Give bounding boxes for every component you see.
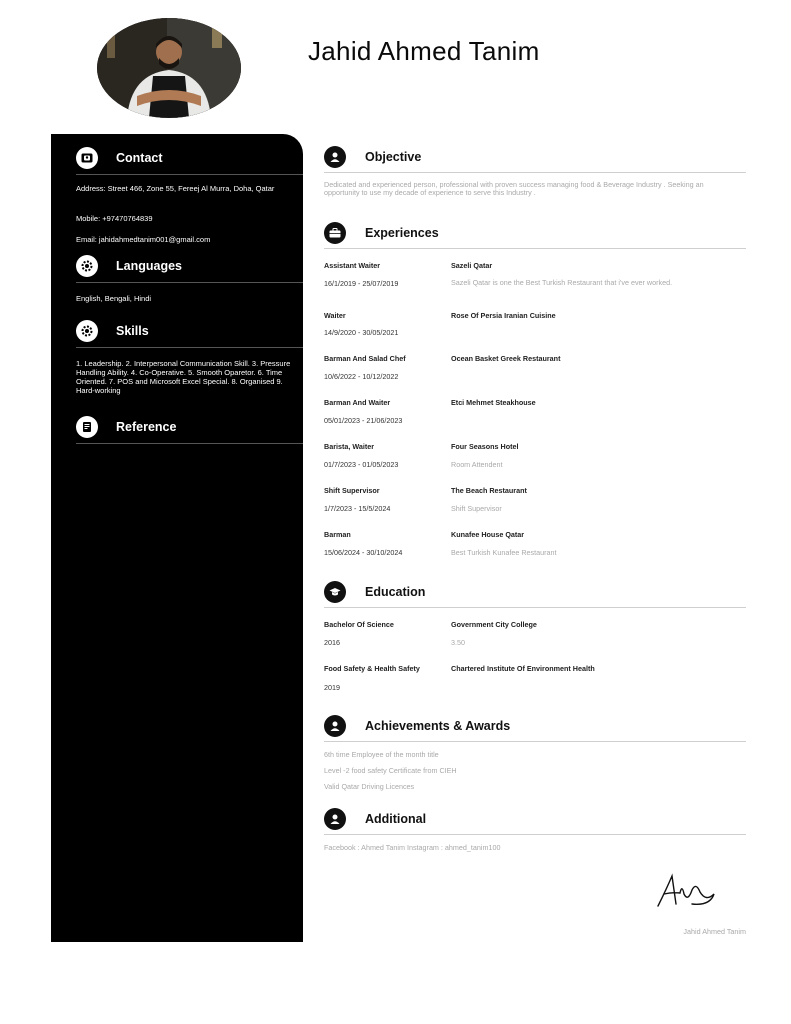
achievements-title: Achievements & Awards (365, 719, 511, 733)
gear-icon (76, 320, 98, 342)
experiences-header (324, 221, 746, 245)
briefcase-icon (324, 222, 346, 244)
experience-company: Ocean Basket Greek Restaurant (451, 354, 561, 363)
gear-icon (76, 255, 98, 277)
experience-company: Kunafee House Qatar (451, 530, 525, 539)
experience-dates: 01/7/2023 - 01/05/2023 (324, 460, 399, 469)
user-icon (324, 808, 346, 830)
skills-divider (76, 347, 303, 348)
additional-divider (324, 834, 746, 835)
education-note: 3.50 (451, 638, 465, 647)
additional-header (324, 807, 746, 831)
experience-role: Barman And Waiter (324, 398, 391, 407)
experience-note: Shift Supervisor (451, 504, 502, 513)
experience-role: Assistant Waiter (324, 261, 381, 270)
contact-divider (76, 174, 303, 175)
education-degree: Food Safety & Health Safety (324, 664, 420, 673)
signature (652, 872, 722, 917)
objective-header (324, 145, 746, 169)
skills-title: Skills (116, 324, 149, 338)
experience-company: Four Seasons Hotel (451, 442, 519, 451)
experience-dates: 15/06/2024 - 30/10/2024 (324, 548, 403, 557)
graduation-icon (324, 581, 346, 603)
contact-email: Email: jahidahmedtanim001@gmail.com (76, 235, 211, 244)
languages-text: English, Bengali, Hindi (76, 294, 152, 303)
achievements-header (324, 714, 746, 738)
education-institution: Government City College (451, 620, 537, 629)
experience-company: Rose Of Persia Iranian Cuisine (451, 311, 556, 320)
experience-note: Room Attendent (451, 460, 503, 469)
experience-role: Waiter (324, 311, 346, 320)
experience-role: Barman (324, 530, 351, 539)
user-icon (324, 715, 346, 737)
achievement-item: Level -2 food safety Certificate from CIEH (324, 766, 457, 775)
experience-company: Etci Mehmet Steakhouse (451, 398, 536, 407)
objective-title: Objective (365, 150, 422, 164)
achievement-item: Valid Qatar Driving Licences (324, 782, 415, 791)
contact-title: Contact (116, 151, 163, 165)
objective-text: Dedicated and experienced person, professional with proven success managing food & Beverage Industry . Seeking an opportunity to use my decade of experience to serve this Industry . (324, 180, 704, 198)
experience-role: Shift Supervisor (324, 486, 380, 495)
document-icon (76, 416, 98, 438)
education-degree: Bachelor Of Science (324, 620, 394, 629)
education-header (324, 580, 746, 604)
user-icon (324, 146, 346, 168)
experience-dates: 14/9/2020 - 30/05/2021 (324, 328, 399, 337)
languages-title: Languages (116, 259, 182, 273)
skills-text: 1. Leadership. 2. Interpersonal Communication Skill. 3. Pressure Handling Ability. 4. Co-Operative. 5. Smooth Oparetor. 6. Time Oriented. 7. POS and Microsoft Excel Special. 8. Organised 9. Hard-working (76, 359, 291, 395)
experiences-title: Experiences (365, 226, 439, 240)
experiences-divider (324, 248, 746, 249)
additional-title: Additional (365, 812, 427, 826)
experience-dates: 05/01/2023 - 21/06/2023 (324, 416, 403, 425)
languages-section (76, 255, 303, 303)
education-divider (324, 607, 746, 608)
reference-section (76, 416, 303, 438)
additional-text: Facebook : Ahmed Tanim Instagram : ahmed_tanim100 (324, 843, 501, 852)
languages-divider (76, 282, 303, 283)
experience-company: The Beach Restaurant (451, 486, 527, 495)
experience-role: Barman And Salad Chef (324, 354, 406, 363)
contact-mobile: Mobile: +97470764839 (76, 214, 153, 223)
contact-address: Address: Street 466, Zone 55, Fereej Al Murra, Doha, Qatar (76, 184, 275, 193)
experience-company: Sazeli Qatar (451, 261, 493, 270)
achievements-divider (324, 741, 746, 742)
reference-divider (76, 443, 303, 444)
experience-dates: 10/6/2022 - 10/12/2022 (324, 372, 399, 381)
experience-note: Sazeli Qatar is one the Best Turkish Restaurant that i've ever worked. (451, 278, 673, 287)
contact-card-icon (76, 147, 98, 169)
signature-name: Jahid Ahmed Tanim (683, 927, 746, 936)
sidebar (51, 134, 303, 942)
education-year: 2019 (324, 683, 340, 692)
education-year: 2016 (324, 638, 340, 647)
candidate-name: Jahid Ahmed Tanim (308, 36, 540, 66)
contact-section (76, 147, 303, 244)
experience-note: Best Turkish Kunafee Restaurant (451, 548, 557, 557)
experience-role: Barista, Waiter (324, 442, 375, 451)
reference-title: Reference (116, 420, 177, 434)
profile-photo (97, 18, 241, 118)
skills-section (76, 320, 303, 395)
objective-divider (324, 172, 746, 173)
education-title: Education (365, 585, 426, 599)
experience-dates: 1/7/2023 - 15/5/2024 (324, 504, 391, 513)
experience-dates: 16/1/2019 - 25/07/2019 (324, 279, 399, 288)
achievement-item: 6th time Employee of the month title (324, 750, 439, 759)
education-institution: Chartered Institute Of Environment Health (451, 664, 595, 673)
